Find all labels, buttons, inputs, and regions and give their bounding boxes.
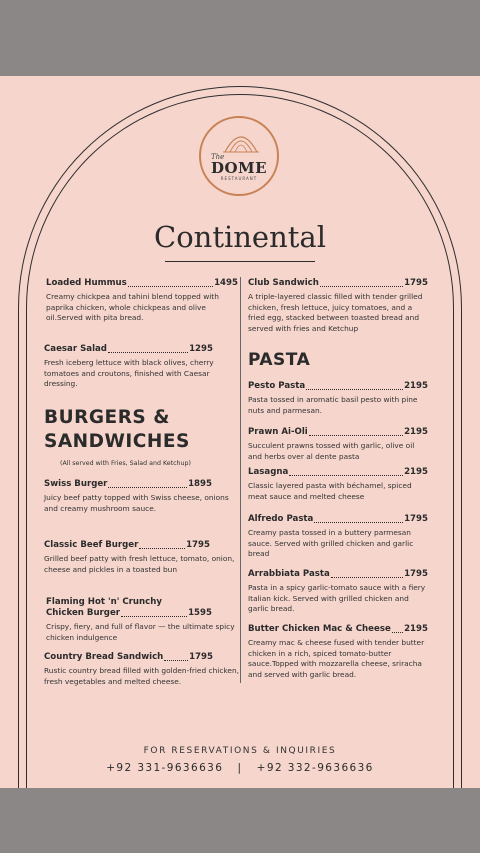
menu-item-country-bread-sandwich (44, 652, 240, 687)
item-price: 1295 (189, 344, 213, 354)
menu-item-lasagna (248, 467, 428, 502)
item-name: Country Bread Sandwich (44, 652, 164, 662)
menu-title: Continental (154, 220, 326, 254)
item-description: Classic layered pasta with béchamel, spiced meat sauce and melted cheese (248, 481, 412, 501)
item-description: Rustic country bread filled with golden-fried chicken, fresh vegetables and melted cheese. (44, 666, 239, 686)
item-name: Butter Chicken Mac & Cheese (248, 624, 391, 634)
item-name: Lasagna (248, 467, 289, 477)
item-price: 1795 (189, 652, 213, 662)
column-divider (240, 277, 241, 683)
menu-item-alfredo-pasta (248, 514, 428, 560)
item-description: Juicy beef patty topped with Swiss cheese, onions and creamy mushroom sauce. (44, 493, 229, 513)
item-description: Pasta in a spicy garlic-tomato sauce with a fiery Italian kick. Served with grilled chicken and garlic bread. (248, 583, 426, 614)
item-name: Arrabbiata Pasta (248, 569, 330, 579)
item-description: Pasta tossed in aromatic basil pesto with pine nuts and parmesan. (248, 395, 418, 415)
item-description: Crispy, fiery, and full of flavor — the ultimate spicy chicken indulgence (46, 622, 235, 642)
menu-item-pesto-pasta (248, 381, 428, 416)
section-note: (All served with Fries, Salad and Ketchup) (60, 460, 191, 467)
item-price: 2195 (404, 624, 428, 634)
logo-name: DOME (210, 159, 268, 177)
item-description: Creamy pasta tossed in a buttery parmesan sauce. Served with grilled chicken and garlic bread (248, 528, 414, 559)
menu-item-flaming-hot-chicken-burger (46, 597, 240, 643)
item-name-line2: Chicken Burger (46, 608, 121, 618)
item-description: Creamy chickpea and tahini blend topped with paprika chicken, whole chickpeas and olive oil.Served with pita bread. (46, 292, 219, 323)
item-name: Club Sandwich (248, 278, 319, 288)
logo-the: The (211, 153, 225, 161)
item-price: 1895 (188, 479, 212, 489)
item-name: Classic Beef Burger (44, 540, 139, 550)
phone-numbers: +92 331-9636636 | +92 332-9636636 (106, 762, 374, 774)
item-price: 1795 (404, 514, 428, 524)
item-name: Caesar Salad (44, 344, 107, 354)
reservations-label: FOR RESERVATIONS & INQUIRIES (143, 746, 337, 756)
item-price: 1795 (404, 278, 428, 288)
menu-item-prawn-ai-oli (248, 427, 428, 462)
item-description: Grilled beef patty with fresh lettuce, tomato, onion, cheese and pickles in a toasted bun (44, 554, 235, 574)
section-heading-burgers: BURGERS & SANDWICHES (44, 407, 190, 452)
title-underline (165, 261, 315, 262)
item-name: Alfredo Pasta (248, 514, 314, 524)
menu-item-swiss-burger (44, 479, 240, 514)
menu-page (0, 76, 480, 788)
dome-icon (221, 128, 261, 154)
item-name: Prawn Ai-Oli (248, 427, 308, 437)
item-price: 2195 (404, 381, 428, 391)
item-name: Loaded Hummus (46, 278, 127, 288)
menu-item-butter-chicken-mac-cheese (248, 624, 428, 680)
item-description: Creamy mac & cheese fused with tender butter chicken in a rich, spiced tomato-butter sauce.Topped with mozzarella cheese, sriracha and served with garlic bread. (248, 638, 425, 679)
restaurant-logo (199, 116, 279, 196)
item-price: 2195 (404, 467, 428, 477)
menu-item-arrabbiata-pasta (248, 569, 428, 615)
item-name: Pesto Pasta (248, 381, 306, 391)
item-price: 1795 (186, 540, 210, 550)
item-description: Fresh iceberg lettuce with black olives, cherry tomatoes and croutons, finished with Caesar dressing. (44, 358, 214, 389)
item-description: A triple-layered classic filled with tender grilled chicken, fresh lettuce, juicy tomatoes, and a fried egg, stacked between toasted bread and served with fries and Ketchup (248, 292, 423, 333)
item-price: 1595 (188, 608, 212, 618)
menu-item-club-sandwich (248, 278, 428, 334)
menu-item-classic-beef-burger (44, 540, 240, 575)
menu-item-caesar-salad (44, 344, 240, 390)
menu-item-loaded-hummus (46, 278, 240, 324)
item-name: Swiss Burger (44, 479, 108, 489)
item-price: 2195 (404, 427, 428, 437)
logo-subtitle: RESTAURANT (220, 176, 258, 181)
section-heading-pasta: PASTA (248, 350, 311, 370)
item-name-line1: Flaming Hot 'n' Crunchy (46, 597, 162, 607)
item-price: 1795 (404, 569, 428, 579)
item-description: Succulent prawns tossed with garlic, olive oil and herbs over al dente pasta (248, 441, 415, 461)
item-price: 1495 (214, 278, 238, 288)
